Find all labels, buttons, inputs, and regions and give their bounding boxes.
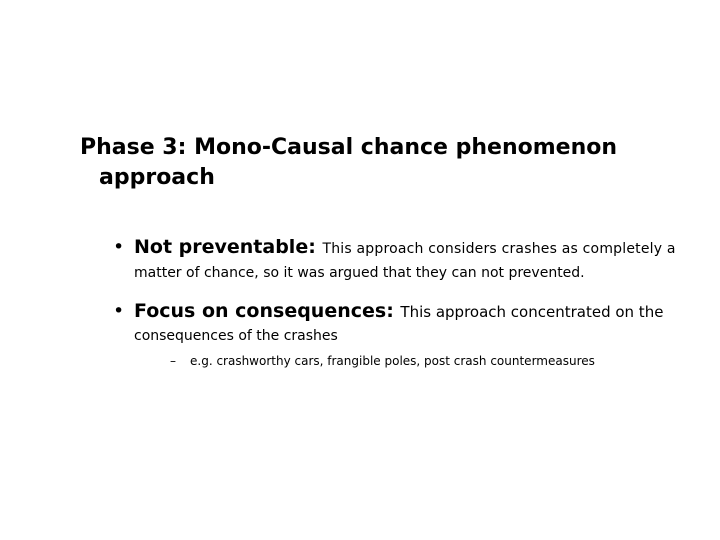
bullet-first-line	[134, 299, 698, 324]
bullet-marker: •	[113, 236, 125, 258]
bullet-marker: •	[113, 300, 125, 322]
slide-title	[80, 133, 680, 193]
slide-title-line-2: approach	[99, 165, 215, 190]
bullet-description-line-1: This approach concentrated on the	[400, 303, 664, 321]
bullet-description-line-2: consequences of the crashes	[134, 328, 338, 344]
bullet-list	[113, 235, 698, 370]
sub-bullet-examples	[170, 353, 698, 370]
sub-bullet-marker: –	[170, 354, 176, 368]
bullet-first-line	[134, 235, 698, 261]
slide-title-line-1: Phase 3: Mono-Causal chance phenomenon	[80, 135, 618, 160]
bullet-term: Focus on consequences:	[134, 300, 401, 322]
sub-bullet-text: e.g. crashworthy cars, frangible poles, post crash countermeasures	[190, 354, 595, 368]
bullet-description-line-1: This approach considers crashes as completely a	[322, 241, 676, 257]
bullet-description-line-2: matter of chance, so it was argued that they can not prevented.	[134, 265, 585, 281]
bullet-not-preventable	[113, 235, 698, 285]
bullet-focus-on-consequences	[113, 299, 698, 370]
bullet-term: Not preventable:	[134, 236, 323, 258]
